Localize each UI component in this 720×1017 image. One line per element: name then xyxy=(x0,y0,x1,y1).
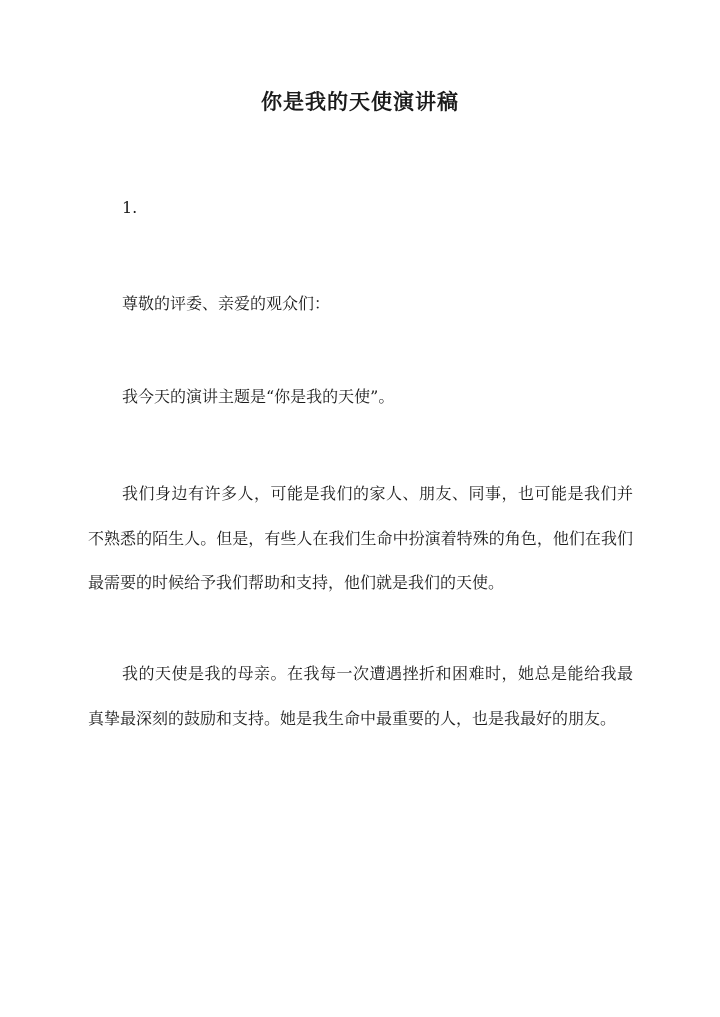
mother-paragraph: 我的天使是我的母亲。在我每一次遭遇挫折和困难时，她总是能给我最真挚最深刻的鼓励和支持。她是我生命中最重要的人，也是我最好的朋友。 xyxy=(88,664,633,728)
topic-paragraph: 我今天的演讲主题是“你是我的天使”。 xyxy=(122,387,395,406)
people-paragraph: 我们身边有许多人，可能是我们的家人、朋友、同事，也可能是我们并不熟悉的陌生人。但是，有些人在我们生命中扮演着特殊的角色，他们在我们最需要的时候给予我们帮助和支持，他们就是我们的天使。 xyxy=(88,484,633,592)
document-title: 你是我的天使演讲稿 xyxy=(261,89,459,114)
greeting-paragraph: 尊敬的评委、亲爱的观众们： xyxy=(122,294,331,313)
section-number: 1. xyxy=(122,198,138,217)
